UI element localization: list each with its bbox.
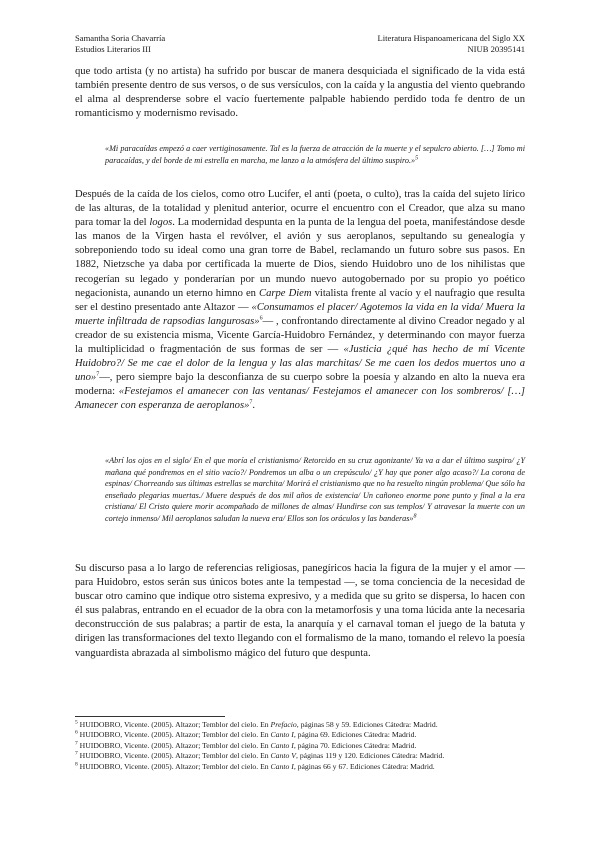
footnote-item bbox=[75, 751, 525, 761]
block-quote-2 bbox=[105, 455, 525, 524]
footnote-item bbox=[75, 720, 525, 730]
footnote-text: HUIDOBRO, Vicente. (2005). Altazor; Temblor del cielo. En bbox=[79, 740, 271, 750]
header-student-id: NIUB 20395141 bbox=[467, 44, 525, 54]
footnote-title: Canto V bbox=[270, 751, 296, 761]
paragraph-2-text-2: . La modernidad despunta en la punta de la lengua del poeta, manifestándose desde las manos de la Virgen hasta el revólver, el avión y sus aeroplanos, sepultando su genealogía y sobreponiendo todo su ideal como una gran torre de Babel, reclamando un futuro sobre sus pasos. En 1882, Nietzsche ya daba por certificada la muerte de Dios, siendo Huidobro uno de los nihilistas que recogerían su legado y ponderarían por un mundo nuevo autogobernado por su propio yo poético negacionista, aunando un eterno himno en bbox=[75, 217, 525, 299]
footnote-text-end: , páginas 119 y 120. Ediciones Cátedra: Madrid. bbox=[295, 751, 445, 761]
footnote-text: HUIDOBRO, Vicente. (2005). Altazor; Temblor del cielo. En bbox=[79, 720, 271, 729]
paragraph-2-text-6: . bbox=[252, 400, 256, 412]
footnote-text-end: , página 69. Ediciones Cátedra: Madrid. bbox=[293, 730, 417, 740]
footnote-title: Prefacio bbox=[270, 720, 297, 729]
footnote-title: Canto I bbox=[270, 730, 294, 740]
paragraph-2 bbox=[75, 188, 525, 414]
paragraph-2-footnote-ref-2: 7 bbox=[96, 371, 100, 378]
footnote-number: 6 bbox=[75, 729, 78, 736]
paragraph-2-footnote-ref-3: 7 bbox=[249, 399, 253, 406]
quote-2-footnote-ref: 8 bbox=[413, 512, 417, 519]
footnote-item bbox=[75, 741, 525, 751]
footnote-number: 8 bbox=[75, 761, 78, 768]
block-quote-1 bbox=[105, 143, 525, 166]
footnote-item bbox=[75, 762, 525, 772]
footnote-text: HUIDOBRO, Vicente. (2005). Altazor; Temblor del cielo. En bbox=[79, 761, 271, 771]
paragraph-2-inline-quote-2: «Justicia ¿qué has hecho de mí Vicente Huidobro?/ Se me cae el dolor de la lengua y las alas marchitas/ Se me caen los dedos muertos uno a uno» bbox=[75, 344, 526, 384]
quote-2-text: «Abrí los ojos en el siglo/ En el que moría el cristianismo/ Retorcido en su cruz agonizante/ Ya va a dar el último suspiro/ ¿Y mañana qué pondremos en el sitio vacío?/ Pondremos un alba o un crepúsculo/ ¿Y hay que poner algo acaso?/ La corona de espinas/ Chorreando sus últimas estrellas se marchita/ Morirá el cristianismo que no ha resuelto ningún problema/ Que sólo ha enseñado plegarias muertas./ Muere después de dos mil años de existencia/ Un cañoneo enorme pone punto y final a la era cristiana/ El Cristo quiere morir acompañado de millones de almas/ Hundirse con sus templos/ Y atravesar la muerte con un cortejo inmenso/ Mil aeroplanos saludan la nueva era/ Ellos son los oráculos y las banderas» bbox=[105, 456, 525, 523]
quote-1-footnote-ref: 5 bbox=[415, 154, 419, 161]
footnote-separator bbox=[75, 716, 225, 717]
paragraph-2-italic-logos: logos bbox=[149, 217, 173, 229]
footnote-text-end: , página 70. Ediciones Cátedra: Madrid. bbox=[293, 740, 417, 750]
paragraph-1: que todo artista (y no artista) ha sufrido por buscar de manera desquiciada el significado de la vida está también presente dentro de sus versos, o de sus versículos, con la caída y la angustia del viento quebrando el alma al desprenderse sobre el vacío fuertemente palpable habiendo perdido toda fe dentro de un romanticismo y modernismo revisado. bbox=[75, 66, 525, 120]
footnote-title: Canto I bbox=[270, 761, 294, 771]
footnote-number: 5 bbox=[75, 719, 78, 726]
header-subject: Literatura Hispanoamericana del Siglo XX bbox=[377, 33, 525, 43]
footnote-text-end: , páginas 58 y 59. Ediciones Cátedra: Madrid. bbox=[296, 720, 438, 729]
page-header-left bbox=[75, 33, 165, 55]
paragraph-2-text-5: —, pero siempre bajo la desconfianza de su cuerpo sobre la poesía y alzando en alto la nueva era moderna: bbox=[75, 372, 525, 398]
footnote-text: HUIDOBRO, Vicente. (2005). Altazor; Temblor del cielo. En bbox=[79, 751, 271, 761]
paragraph-2-text-4: — , confrontando directamente al divino Creador negado y al creador de su existencia misma, Vicente García-Huidobro Fernández, y determinando con mayor fuerza la multiplicidad o fragmentación de sus formas de ser — bbox=[75, 315, 525, 356]
paragraph-2-inline-quote-1: «Consumamos el placer/ Agotemos la vida en la vida/ Muera la muerte infiltrada de rapsodias langurosas» bbox=[75, 301, 525, 327]
page-header-right bbox=[378, 33, 525, 55]
footnote-text-end: , páginas 66 y 67. Ediciones Cátedra: Madrid. bbox=[293, 761, 435, 771]
footnote-item bbox=[75, 730, 525, 740]
footnote-number: 7 bbox=[75, 740, 78, 747]
footnote-number: 7 bbox=[75, 750, 78, 757]
header-author: Samantha Soria Chavarría bbox=[75, 33, 166, 43]
paragraph-2-text-3: vitalista frente al vacío y el naufragio que resulta ser el destino presentado ante Altazor — bbox=[75, 287, 525, 313]
header-course: Estudios Literarios III bbox=[75, 44, 151, 54]
paragraph-3: Su discurso pasa a lo largo de referencias religiosas, panegíricos hacia la figura de la mujer y el amor — para Huidobro, estos serán sus únicos botes ante la tempestad —, se toma conciencia de la necesidad de buscar otro camino que indique otro sistema expresivo, y a medida que su grito se dispersa, lo hacen con él sus palabras, entrando en el ecuador de la obra con la metamorfosis y una toma lúcida ante la necesaria deconstrucción de sus palabras; a partir de esta, la anarquía y el carnaval toman el juego de la batuta y dirigen las transformaciones del texto llegando con el formalismo de la mano, tomando el relevo la poesía vanguardista abrazada al simbolismo mágico del futuro que despunta. bbox=[75, 563, 525, 659]
footnotes bbox=[75, 720, 525, 772]
paragraph-2-footnote-ref-1: 6 bbox=[259, 315, 263, 322]
paragraph-2-italic-carpe-diem: Carpe Diem bbox=[259, 287, 312, 299]
paragraph-2-inline-quote-3: «Festejamos el amanecer con las ventanas/ Festejamos el amanecer con los sombreros/ […] Amanecer con esperanza de aeroplanos» bbox=[75, 386, 526, 412]
footnote-title: Canto I bbox=[270, 740, 294, 750]
quote-1-text: «Mi paracaídas empezó a caer vertiginosamente. Tal es la fuerza de atracción de la muerte y el sepulcro abierto. […] Tomo mi paracaídas, y del borde de mi estrella en marcha, me lanzo a la atmósfera del último suspiro.» bbox=[105, 144, 525, 165]
paragraph-2-text-1: Después de la caída de los cielos, como otro Lucifer, el anti (poeta, o culto), tras la caída del sujeto lírico de las alturas, de la totalidad y plenitud anterior, ocurre el encuentro con el Creador, que alza su mano para tomar la del bbox=[75, 189, 525, 229]
footnote-text: HUIDOBRO, Vicente. (2005). Altazor; Temblor del cielo. En bbox=[79, 730, 271, 740]
